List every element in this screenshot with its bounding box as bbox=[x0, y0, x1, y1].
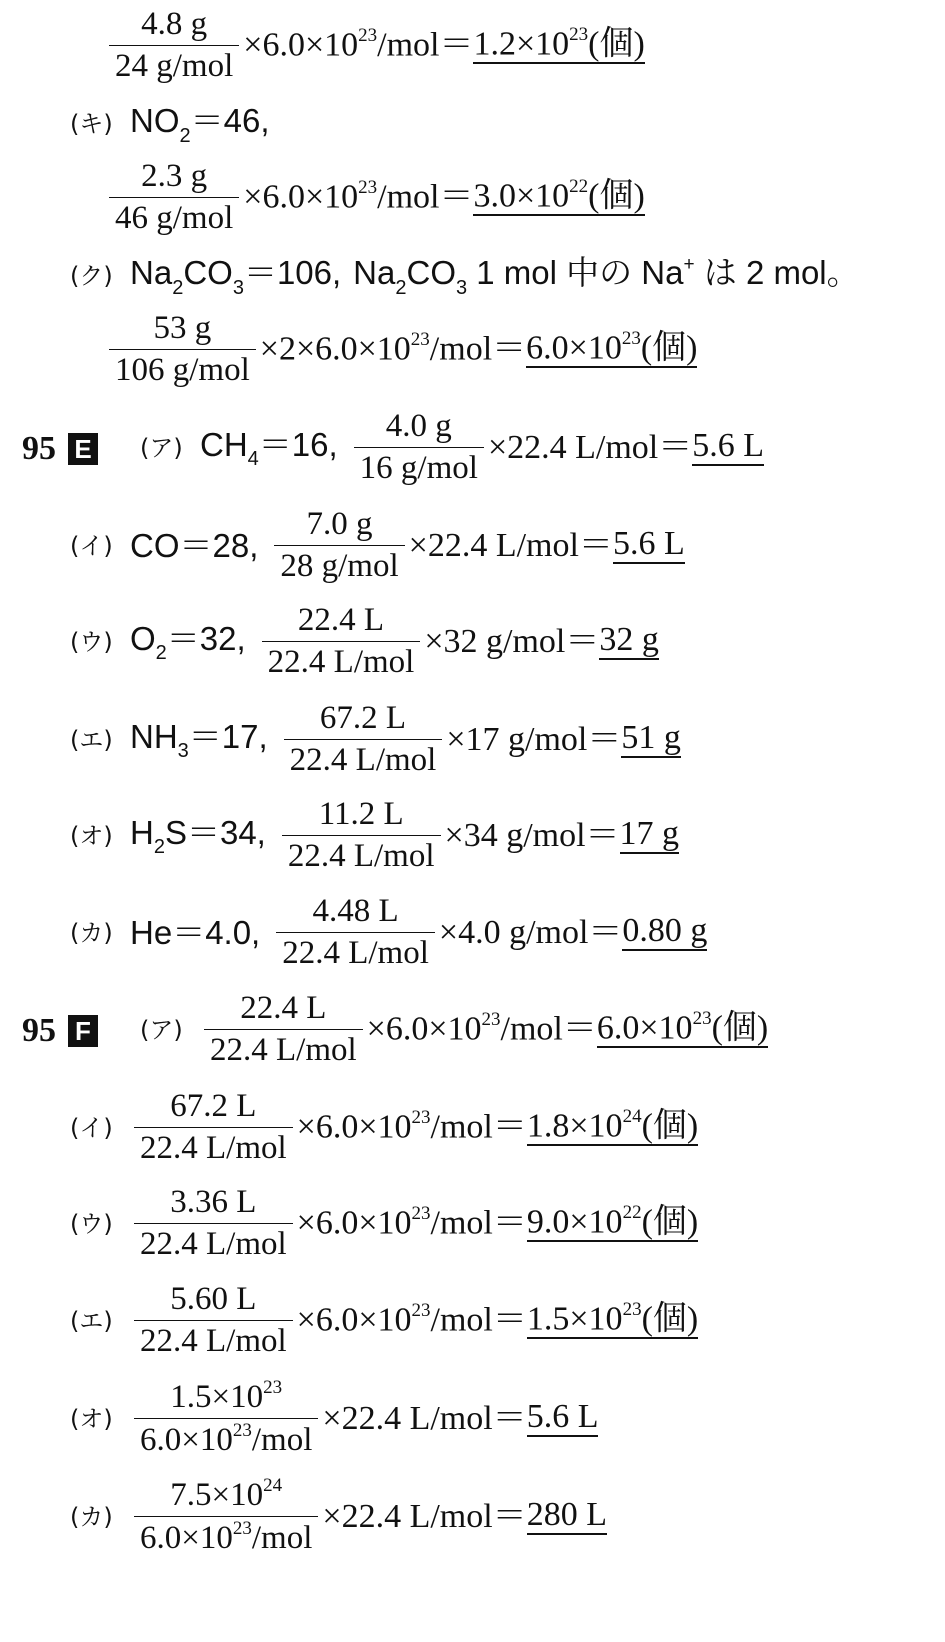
molar-mass: $H_2S=34$, bbox=[130, 813, 266, 859]
denominator: 22.4 L/mol bbox=[134, 1223, 293, 1261]
factor: $\times 6.0\times 10^{23}/mol=$ bbox=[296, 1203, 527, 1242]
fraction bbox=[134, 1283, 293, 1358]
answer: 5.6 L bbox=[612, 525, 685, 562]
factor: $\times 6.0\times 10^{23}/mol=$ bbox=[366, 1009, 597, 1048]
molar-mass: $NO_2=46$, bbox=[130, 102, 270, 147]
molar-mass: $O_2=32$, bbox=[130, 619, 246, 665]
denominator: 22.4 L/mol bbox=[282, 835, 441, 873]
denominator: 22.4 L/mol bbox=[134, 1320, 293, 1358]
problem-95f-heading bbox=[22, 1012, 98, 1050]
numerator: 4.8 g bbox=[141, 6, 208, 42]
item-marker: (ア) bbox=[140, 433, 183, 462]
answer: 17 g bbox=[619, 815, 680, 852]
item-e-a bbox=[140, 410, 764, 485]
denominator: $6.0\times 10^{23}$/mol bbox=[134, 1516, 318, 1555]
factor: $\times 6.0\times 10^{23}/mol=$ bbox=[296, 1107, 527, 1146]
molar-mass: $NH_3=17$, bbox=[130, 717, 268, 763]
item-marker: (エ) bbox=[70, 725, 113, 754]
fraction bbox=[134, 1186, 293, 1261]
calc-row-top-1 bbox=[105, 8, 645, 83]
problem-number: 95 bbox=[22, 430, 56, 467]
item-e-e bbox=[70, 702, 681, 777]
fraction bbox=[134, 1090, 293, 1165]
item-f-o bbox=[70, 1377, 599, 1458]
denominator: 22.4 L/mol bbox=[204, 1029, 363, 1067]
factor: $\times 2\times 6.0\times 10^{23}/mol=$ bbox=[259, 329, 527, 368]
calc-row-top-2 bbox=[105, 160, 645, 235]
denominator: 22.4 L/mol bbox=[276, 932, 435, 970]
answer: $6.0\times 10^{23}$(個) bbox=[596, 1007, 769, 1047]
numerator: 4.0 g bbox=[385, 408, 452, 444]
answer: $6.0\times 10^{23}$(個) bbox=[526, 327, 698, 367]
item-marker: (エ) bbox=[70, 1306, 113, 1335]
item-f-ka bbox=[70, 1475, 607, 1556]
fraction bbox=[109, 160, 239, 235]
fraction bbox=[274, 508, 404, 583]
problem-number: 95 bbox=[22, 1012, 56, 1049]
factor: ×22.4 L/mol＝ bbox=[487, 428, 693, 466]
fraction bbox=[134, 1475, 318, 1556]
numerator: 7.0 g bbox=[306, 506, 373, 542]
numerator: 2.3 g bbox=[141, 158, 208, 194]
factor: ×4.0 g/mol＝ bbox=[438, 913, 623, 951]
denominator: 24 g/mol bbox=[109, 45, 239, 83]
calc-row-top-3 bbox=[105, 312, 697, 387]
molar-mass: He＝4.0, bbox=[130, 914, 261, 951]
molar-mass: $CH_4=16$, bbox=[200, 425, 338, 471]
item-marker: (オ) bbox=[70, 1404, 113, 1433]
factor: $\times 6.0\times 10^{23}/mol=$ bbox=[243, 25, 474, 64]
numerator: 3.36 L bbox=[170, 1184, 257, 1220]
item-ku bbox=[70, 254, 860, 299]
numerator: 22.4 L bbox=[297, 602, 385, 638]
item-marker: (カ) bbox=[70, 918, 113, 947]
item-marker: (オ) bbox=[70, 821, 113, 850]
answer: 5.6 L bbox=[692, 427, 765, 464]
item-f-a bbox=[140, 992, 768, 1067]
answer: 51 g bbox=[621, 719, 681, 756]
factor: $\times 6.0\times 10^{23}/mol=$ bbox=[243, 177, 474, 216]
factor: ×34 g/mol＝ bbox=[444, 816, 620, 854]
item-f-i bbox=[70, 1090, 698, 1165]
numerator: 67.2 L bbox=[319, 700, 407, 736]
fraction bbox=[134, 1377, 318, 1458]
item-marker: (キ) bbox=[70, 109, 113, 138]
factor: $\times 6.0\times 10^{23}/mol=$ bbox=[296, 1300, 527, 1339]
item-marker: (ア) bbox=[140, 1015, 183, 1044]
numerator: 11.2 L bbox=[318, 796, 404, 832]
factor: ×22.4 L/mol＝ bbox=[408, 526, 613, 564]
numerator: 53 g bbox=[153, 310, 212, 346]
numerator: 67.2 L bbox=[170, 1088, 257, 1124]
fraction bbox=[204, 992, 363, 1067]
fraction bbox=[282, 798, 441, 873]
item-f-e bbox=[70, 1283, 698, 1358]
item-e-u bbox=[70, 604, 659, 679]
denominator: 28 g/mol bbox=[274, 545, 404, 583]
problem-badge: E bbox=[68, 433, 98, 465]
factor: ×22.4 L/mol＝ bbox=[322, 1399, 527, 1437]
fraction bbox=[262, 604, 421, 679]
fraction bbox=[354, 410, 484, 485]
fraction bbox=[109, 8, 239, 83]
item-ki bbox=[70, 102, 270, 147]
fraction bbox=[276, 895, 435, 970]
answer: 0.80 g bbox=[622, 912, 708, 949]
answer: $3.0\times 10^{22}$(個) bbox=[473, 175, 645, 215]
denominator: 22.4 L/mol bbox=[262, 641, 421, 679]
answer: 32 g bbox=[599, 621, 659, 658]
numerator: $7.5\times 10^{24}$ bbox=[170, 1475, 283, 1513]
item-marker: (ク) bbox=[70, 261, 113, 290]
item-e-o bbox=[70, 798, 679, 873]
item-e-ka bbox=[70, 895, 707, 970]
problem-95e-heading bbox=[22, 430, 98, 468]
molar-mass: CO＝28, bbox=[130, 527, 259, 564]
problem-badge: F bbox=[68, 1015, 98, 1047]
factor: ×17 g/mol＝ bbox=[446, 720, 622, 758]
item-f-u bbox=[70, 1186, 698, 1261]
item-marker: (ウ) bbox=[70, 1209, 113, 1238]
answer: $1.2\times 10^{23}$(個) bbox=[473, 23, 645, 63]
numerator: 22.4 L bbox=[240, 990, 327, 1026]
numerator: $1.5\times 10^{23}$ bbox=[170, 1377, 283, 1415]
item-marker: (イ) bbox=[70, 1113, 113, 1142]
denominator: 22.4 L/mol bbox=[284, 739, 443, 777]
numerator: 5.60 L bbox=[170, 1281, 257, 1317]
answer: $1.5\times 10^{23}$(個) bbox=[526, 1298, 699, 1338]
numerator: 4.48 L bbox=[312, 893, 399, 929]
answer: $1.8\times 10^{24}$(個) bbox=[526, 1105, 699, 1145]
answer: $9.0\times 10^{22}$(個) bbox=[526, 1201, 699, 1241]
item-marker: (カ) bbox=[70, 1502, 113, 1531]
factor: ×22.4 L/mol＝ bbox=[322, 1497, 527, 1535]
denominator: 46 g/mol bbox=[109, 197, 239, 235]
answer: 5.6 L bbox=[526, 1398, 599, 1435]
denominator: 106 g/mol bbox=[109, 349, 256, 387]
item-marker: (ウ) bbox=[70, 627, 113, 656]
denominator: 22.4 L/mol bbox=[134, 1127, 293, 1165]
factor: ×32 g/mol＝ bbox=[424, 622, 600, 660]
fraction bbox=[109, 312, 256, 387]
denominator: 16 g/mol bbox=[354, 447, 484, 485]
item-marker: (イ) bbox=[70, 531, 113, 560]
item-e-i bbox=[70, 508, 685, 583]
denominator: $6.0\times 10^{23}$/mol bbox=[134, 1418, 318, 1457]
fraction bbox=[284, 702, 443, 777]
formula-line: $Na_2CO_3=106$, $Na_2CO_3$ 1 mol 中の Na+ は 2 mol。 bbox=[130, 254, 860, 299]
answer: 280 L bbox=[526, 1496, 607, 1533]
